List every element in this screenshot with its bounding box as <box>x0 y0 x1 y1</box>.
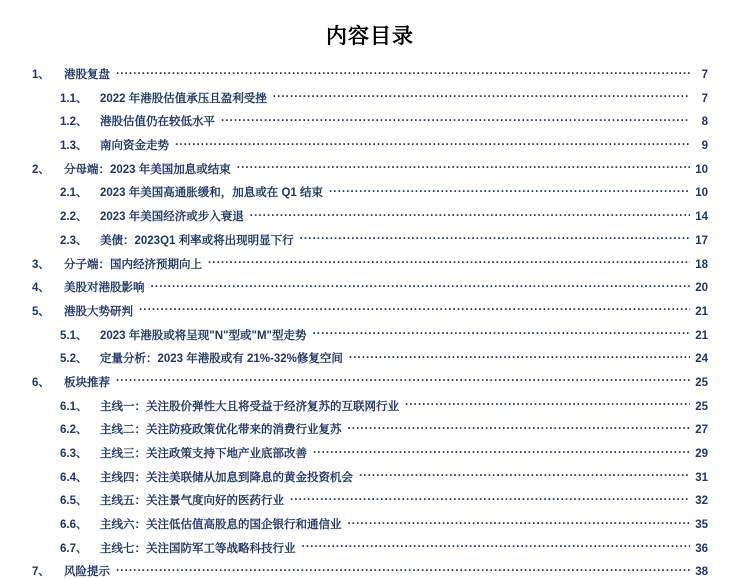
toc-entry-number: 1.1、 <box>60 92 88 105</box>
toc-entry[interactable] <box>32 327 708 343</box>
toc-entry-page-number: 7 <box>701 69 708 81</box>
toc-entry[interactable] <box>32 113 708 129</box>
toc-entry[interactable] <box>32 445 708 461</box>
toc-entry-label: 定量分析：2023 年港股或有 21%-32%修复空间 <box>100 353 343 366</box>
toc-entry-label: 板块推荐 <box>64 376 110 389</box>
toc-entry-label: 主线六：关注低估值高股息的国企银行和通信业 <box>100 519 342 532</box>
toc-leader-dots <box>348 516 691 528</box>
toc-entry-number: 6.7、 <box>60 542 88 555</box>
toc-entry-page-number: 36 <box>695 542 708 555</box>
toc-entry-number: 2.3、 <box>60 234 88 247</box>
toc-entry[interactable] <box>32 563 708 579</box>
toc-entry-page-number: 14 <box>695 211 708 224</box>
toc-entry-number: 2.2、 <box>60 211 88 224</box>
toc-entry-label: 南向资金走势 <box>100 140 169 153</box>
toc-entry-label: 2022 年港股估值承压且盈利受挫 <box>100 92 267 105</box>
toc-entry-page-number: 32 <box>695 495 708 508</box>
toc-entry-page-number: 21 <box>695 329 708 342</box>
toc-entry-label: 港股估值仍在较低水平 <box>100 116 215 129</box>
toc-leader-dots <box>151 279 691 291</box>
toc-entry-label: 风险提示 <box>64 566 110 579</box>
toc-entry-page-number: 9 <box>701 140 708 153</box>
toc-entry-number: 6.6、 <box>60 519 88 532</box>
table-of-contents <box>0 66 740 579</box>
toc-entry-page-number: 18 <box>695 258 708 271</box>
toc-entry[interactable] <box>32 256 708 272</box>
toc-entry-number: 6.4、 <box>60 471 88 484</box>
toc-entry[interactable] <box>32 303 708 319</box>
toc-entry-page-number: 20 <box>695 282 708 295</box>
toc-leader-dots <box>359 469 690 481</box>
toc-leader-dots <box>312 327 690 339</box>
toc-entry-page-number: 29 <box>695 448 708 460</box>
toc-entry-number: 4、 <box>32 282 50 295</box>
toc-leader-dots <box>237 161 690 173</box>
toc-entry-label: 港股大势研判 <box>64 305 133 318</box>
toc-entry[interactable] <box>32 421 708 437</box>
toc-entry-page-number: 21 <box>695 305 708 318</box>
toc-entry-number: 1.2、 <box>60 116 88 129</box>
toc-leader-dots <box>221 113 690 125</box>
toc-entry-page-number: 17 <box>695 234 708 247</box>
toc-entry-number: 2.1、 <box>60 187 88 200</box>
toc-entry[interactable] <box>32 208 708 224</box>
toc-entry-page-number: 27 <box>695 424 708 437</box>
toc-entry-label: 港股复盘 <box>64 69 110 81</box>
toc-entry-page-number: 10 <box>695 187 708 200</box>
toc-leader-dots <box>329 184 690 196</box>
toc-entry[interactable] <box>32 516 708 532</box>
toc-leader-dots <box>300 232 690 244</box>
toc-entry-label: 美债：2023Q1 利率或将出现明显下行 <box>100 234 294 247</box>
toc-entry-label: 主线三：关注政策支持下地产业底部改善 <box>100 448 307 460</box>
toc-entry-page-number: 7 <box>701 92 708 105</box>
toc-entry[interactable] <box>32 540 708 556</box>
toc-entry-page-number: 24 <box>695 353 708 366</box>
toc-leader-dots <box>349 350 690 362</box>
toc-entry[interactable] <box>32 374 708 390</box>
toc-entry-number: 7、 <box>32 566 50 579</box>
toc-entry-label: 2023 年美国经济或步入衰退 <box>100 211 244 224</box>
toc-entry[interactable] <box>32 137 708 153</box>
toc-entry-label: 2023 年港股或将呈现"N"型或"M"型走势 <box>100 329 307 342</box>
toc-entry-number: 6、 <box>32 376 50 389</box>
toc-leader-dots <box>290 492 690 504</box>
page-title: 内容目录 <box>326 24 414 48</box>
toc-entry-page-number: 38 <box>695 566 708 579</box>
toc-entry-number: 6.5、 <box>60 495 88 508</box>
toc-leader-dots <box>116 563 690 575</box>
toc-entry-label: 美股对港股影响 <box>64 282 145 295</box>
toc-leader-dots <box>175 137 690 149</box>
toc-entry-number: 6.1、 <box>60 400 88 413</box>
toc-entry-number: 5.1、 <box>60 329 88 342</box>
toc-leader-dots <box>250 208 690 220</box>
toc-entry-label: 主线一：关注股价弹性大且将受益于经济复苏的互联网行业 <box>100 400 399 413</box>
toc-entry-page-number: 8 <box>701 116 708 129</box>
toc-entry-label: 分子端：国内经济预期向上 <box>64 258 202 271</box>
toc-entry[interactable] <box>32 492 708 508</box>
toc-entry-page-number: 25 <box>695 400 708 413</box>
toc-leader-dots <box>302 540 691 552</box>
toc-entry-number: 2、 <box>32 163 50 176</box>
toc-entry-label: 2023 年美国高通胀缓和，加息或在 Q1 结束 <box>100 187 324 200</box>
toc-leader-dots <box>273 90 690 102</box>
toc-entry-page-number: 31 <box>695 471 708 484</box>
toc-entry-number: 3、 <box>32 258 50 271</box>
toc-leader-dots <box>348 421 691 433</box>
toc-entry-number: 5、 <box>32 305 50 318</box>
toc-leader-dots <box>116 66 690 78</box>
toc-entry[interactable] <box>32 232 708 248</box>
toc-entry-label: 分母端：2023 年美国加息或结束 <box>64 163 231 176</box>
toc-entry[interactable] <box>32 398 708 414</box>
toc-entry[interactable] <box>32 161 708 177</box>
toc-leader-dots <box>313 445 690 457</box>
toc-entry-number: 6.2、 <box>60 424 88 437</box>
toc-entry-label: 主线二：关注防疫政策优化带来的消费行业复苏 <box>100 424 342 437</box>
toc-entry[interactable] <box>32 350 708 366</box>
toc-entry[interactable] <box>32 90 708 106</box>
toc-entry-page-number: 10 <box>695 163 708 176</box>
toc-entry-label: 主线五：关注景气度向好的医药行业 <box>100 495 284 508</box>
toc-leader-dots <box>405 398 690 410</box>
toc-leader-dots <box>208 256 690 268</box>
toc-entry-number: 5.2、 <box>60 353 88 366</box>
toc-leader-dots <box>139 303 690 315</box>
toc-entry-number: 1.3、 <box>60 140 88 153</box>
toc-entry-label: 主线七：关注国防军工等战略科技行业 <box>100 542 296 555</box>
toc-entry-label: 主线四：关注美联储从加息到降息的黄金投资机会 <box>100 471 353 484</box>
toc-entry-number: 6.3、 <box>60 448 88 460</box>
toc-entry-page-number: 25 <box>695 376 708 389</box>
toc-entry[interactable] <box>32 184 708 200</box>
toc-entry[interactable] <box>32 66 708 82</box>
toc-entry-page-number: 35 <box>695 519 708 532</box>
document-page <box>0 20 740 579</box>
toc-leader-dots <box>116 374 690 386</box>
toc-entry[interactable] <box>32 469 708 485</box>
toc-entry-number: 1、 <box>32 69 50 81</box>
toc-entry[interactable] <box>32 279 708 295</box>
